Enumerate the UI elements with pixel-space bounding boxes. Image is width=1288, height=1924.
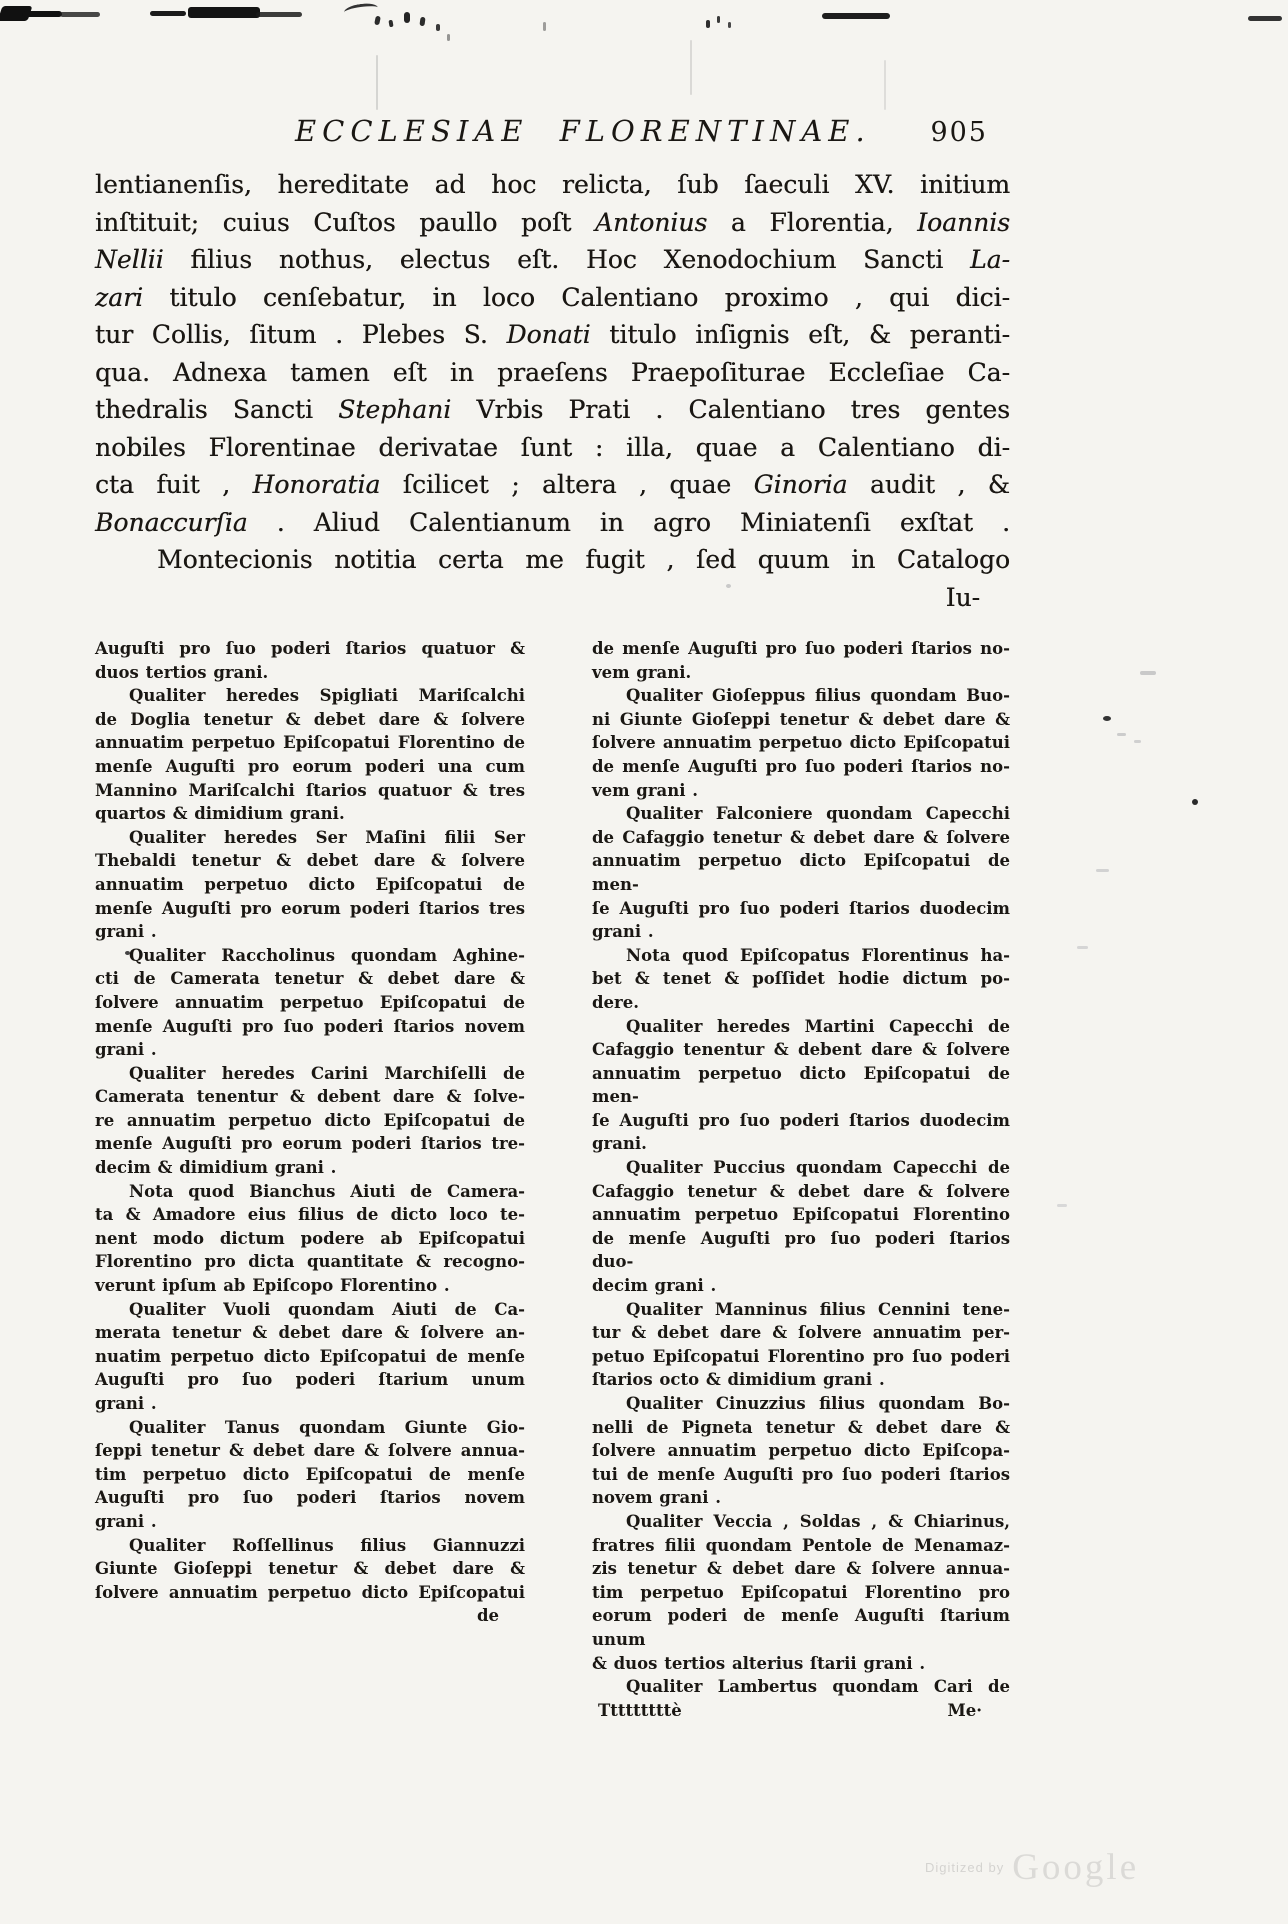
column-line: Qualiter Vuoli quondam Aiuti de Ca- <box>129 1299 525 1319</box>
column-line: de menſe Auguſti pro ſuo poderi ſtarios no- <box>592 756 1010 776</box>
scan-artifact <box>1134 740 1141 743</box>
scan-artifact <box>419 17 425 27</box>
intro-line: lentianenſis, hereditate ad hoc relicta, ſub ſaeculi XV. initium <box>95 170 1010 199</box>
intro-lines <box>95 166 1010 579</box>
column-line: novem grani . <box>592 1488 721 1508</box>
column-line: decim grani . <box>592 1276 717 1296</box>
scan-artifact <box>1192 799 1198 805</box>
column-line: Qualiter Manninus filius Cennini tene- <box>626 1299 1010 1319</box>
column-line: Qualiter Cinuzzius filius quondam Bo- <box>626 1394 1010 1413</box>
column-line: Nota quod Bianchus Aiuti de Camera- <box>129 1181 525 1201</box>
column-line: duos tertios grani. <box>95 662 269 682</box>
catchword: de <box>476 1606 499 1626</box>
column-line: de menſe Auguſti pro ſuo poderi ſtarios no- <box>592 639 1010 658</box>
column-line: ſeppi tenetur & debet dare & ſolvere annua- <box>95 1441 525 1461</box>
intro-line: Nellii filius nothus, electus eſt. Hoc Xenodochium Sancti La- <box>95 245 1010 274</box>
scan-artifact <box>1077 946 1088 949</box>
column-line: fratres filii quondam Pentole de Menamaz- <box>592 1535 1010 1555</box>
scan-artifact <box>1096 869 1109 872</box>
column-line: grani . <box>95 1511 157 1531</box>
scan-artifact <box>404 12 410 23</box>
column-line: Qualiter Tanus quondam Giunte Gio- <box>129 1417 525 1437</box>
column-line: ſolvere annuatim perpetuo dicto Epiſcopatui <box>592 733 1010 753</box>
column-line: bet & tenet & poſſidet hodie dictum po- <box>592 969 1010 989</box>
column-line: cti de Camerata tenetur & debet dare & <box>95 969 525 989</box>
column-line: Qualiter Gioſeppus filius quondam Buo- <box>626 686 1010 706</box>
column-line: annuatim perpetuo dicto Epiſcopatui de <box>95 874 525 894</box>
google-logo-text: Google <box>1012 1847 1140 1888</box>
scan-artifact <box>60 12 100 17</box>
scan-artifact <box>884 60 886 110</box>
column-line: Qualiter heredes Carini Marchiſelli de <box>129 1063 525 1083</box>
column-line: Qualiter Lambertus quondam Cari de <box>626 1677 1010 1697</box>
left-column <box>95 637 525 1722</box>
column-line: tim perpetuo Epiſcopatui Florentino pro <box>592 1582 1010 1602</box>
column-line: & duos tertios alterius ſtarii grani . <box>592 1653 926 1673</box>
column-line: ſe Auguſti pro ſuo poderi ſtarios duodecim <box>592 898 1010 918</box>
press-figure: Tttttttttè <box>598 1700 682 1720</box>
column-line: menſe Auguſti pro ſuo poderi ſtarios novem <box>95 1016 525 1036</box>
scan-artifact <box>22 11 62 17</box>
column-line: Qualiter heredes Martini Capecchi de <box>626 1016 1010 1036</box>
right-column-lines <box>592 637 1010 1699</box>
page-number: 905 <box>930 117 988 148</box>
scan-artifact <box>822 13 890 19</box>
intro-line: zari titulo cenſebatur, in loco Calentiano proximo , qui dici- <box>95 282 1010 312</box>
scan-artifact <box>343 2 378 19</box>
column-line: decim & dimidium grani . <box>95 1158 337 1178</box>
column-line: nent modo dictum podere ab Epiſcopatui <box>95 1228 525 1248</box>
intro-line: tur Collis, ſitum . Plebes S. Donati titulo inſignis eſt, & peranti- <box>95 320 1010 349</box>
scan-artifact <box>1057 1204 1067 1207</box>
column-line: menſe Auguſti pro eorum poderi ſtarios tre- <box>95 1134 525 1154</box>
running-head <box>95 114 1010 148</box>
column-line: Qualiter Roſſellinus filius Giannuzzi <box>129 1535 525 1555</box>
column-line: Qualiter Raccholinus quondam Aghine- <box>129 945 525 965</box>
column-line: menſe Auguſti pro eorum poderi una cum <box>95 756 525 776</box>
digitized-by-text: Digitized by <box>925 1860 1005 1875</box>
scan-artifact <box>436 24 440 31</box>
column-line: ſolvere annuatim perpetuo dicto Epiſcopa- <box>592 1441 1010 1461</box>
column-line: Florentino pro dicta quantitate & recogno- <box>95 1252 525 1272</box>
column-line: nuatim perpetuo dicto Epiſcopatui de menſe <box>95 1346 525 1366</box>
scan-artifact <box>690 40 692 95</box>
catchword: Iu- <box>945 582 980 612</box>
intro-line: qua. Adnexa tamen eſt in praeſens Praepoſiturae Eccleſiae Ca- <box>95 357 1010 387</box>
column-line: Qualiter heredes Ser Maſini filii Ser <box>129 827 525 847</box>
column-line: ſtarios octo & dimidium grani . <box>592 1370 885 1390</box>
intro-line: thedralis Sancti Stephani Vrbis Prati . Calentiano tres gentes <box>95 395 1010 424</box>
scan-artifact <box>256 12 302 17</box>
column-line: annuatim perpetuo Epiſcopatui Florentino <box>592 1205 1010 1225</box>
scan-artifact <box>1248 16 1282 21</box>
column-line: de Cafaggio tenetur & debet dare & ſolvere <box>592 827 1010 847</box>
column-line: ſolvere annuatim perpetuo dicto Epiſcopatui <box>95 1582 525 1602</box>
column-line: ſolvere annuatim perpetuo Epiſcopatui de <box>95 992 525 1012</box>
column-line: grani. <box>592 1134 647 1154</box>
column-line: grani . <box>95 1394 157 1413</box>
column-line: eorum poderi de menſe Auguſti ſtarium unum <box>592 1606 1010 1649</box>
column-line: Camerata tenentur & debent dare & ſolve- <box>95 1087 525 1107</box>
column-line: tur & debet dare & ſolvere annuatim per- <box>592 1323 1010 1343</box>
scan-artifact <box>1103 716 1111 721</box>
intro-paragraph <box>95 166 1010 616</box>
column-line: Cafaggio tenetur & debet dare & ſolvere <box>592 1181 1010 1201</box>
column-line: Nota quod Epiſcopatus Florentinus ha- <box>626 945 1010 965</box>
column-line: petuo Epiſcopatui Florentino pro ſuo poderi <box>592 1346 1010 1366</box>
intro-catchword-row <box>95 579 1010 617</box>
scan-artifact <box>728 22 731 28</box>
column-line: grani . <box>95 922 157 942</box>
column-line: Qualiter Veccia , Soldas , & Chiarinus, <box>626 1511 1010 1531</box>
intro-line: cta fuit , Honoratia ſcilicet ; altera , quae Ginoria audit , & <box>95 470 1010 499</box>
column-line: Auguſti pro ſuo poderi ſtarios novem <box>95 1488 525 1508</box>
column-line: annuatim perpetuo Epiſcopatui Florentino de <box>95 733 525 753</box>
column-line: Qualiter heredes Spigliati Mariſcalchi <box>129 686 525 706</box>
column-line: ni Giunte Gioſeppi tenetur & debet dare & <box>592 709 1010 729</box>
scan-artifact <box>1140 671 1156 675</box>
watermark <box>925 1846 1139 1889</box>
column-line: grani . <box>95 1040 157 1060</box>
scan-artifact <box>374 16 381 26</box>
column-line: quartos & dimidium grani. <box>95 804 345 824</box>
column-line: tim perpetuo dicto Epiſcopatui de menſe <box>95 1464 525 1484</box>
column-line: Qualiter Falconiere quondam Capecchi <box>626 804 1010 824</box>
intro-line: inſtituit; cuius Cuſtos paullo poſt Antonius a Florentia, Ioannis <box>95 207 1010 237</box>
scan-artifact <box>188 7 260 18</box>
column-line: Auguſti pro ſuo poderi ſtarium unum <box>95 1370 525 1390</box>
column-line: verunt ipſum ab Epiſcopo Florentino . <box>95 1276 450 1296</box>
running-title: ECCLESIAE FLORENTINAE. <box>295 114 871 148</box>
left-catchword-row <box>95 1604 525 1628</box>
register-columns <box>95 637 1010 1722</box>
column-line: vem grani . <box>592 780 698 800</box>
catchword: Me· <box>947 1700 982 1720</box>
column-line: Thebaldi tenetur & debet dare & ſolvere <box>95 851 525 871</box>
scan-artifact <box>376 55 378 110</box>
column-line: zis tenetur & debet dare & ſolvere annua- <box>592 1559 1010 1579</box>
scan-artifact <box>388 20 393 28</box>
intro-line: Bonaccurſia . Aliud Calentianum in agro Miniatenſi exſtat . <box>95 507 1010 537</box>
intro-line: nobiles Florentinae derivatae ſunt : illa, quae a Calentiano di- <box>95 432 1010 462</box>
column-line: menſe Auguſti pro eorum poderi ſtarios tres <box>95 898 525 918</box>
column-line: Auguſti pro ſuo poderi ſtarios quatuor & <box>95 639 525 658</box>
column-line: ta & Amadore eius filius de dicto loco te- <box>95 1205 525 1225</box>
column-line: tui de menſe Auguſti pro ſuo poderi ſtarios <box>592 1464 1010 1484</box>
column-line: grani . <box>592 922 654 942</box>
column-line: vem grani. <box>592 662 692 682</box>
scan-artifact <box>717 16 720 23</box>
column-line: annuatim perpetuo dicto Epiſcopatui de men- <box>592 851 1010 894</box>
scan-artifact <box>447 34 450 41</box>
column-line: ſe Auguſti pro ſuo poderi ſtarios duodecim <box>592 1110 1010 1130</box>
right-column <box>592 637 1010 1722</box>
signature-row <box>592 1699 1010 1723</box>
column-line: Giunte Gioſeppi tenetur & debet dare & <box>95 1559 525 1579</box>
column-line: annuatim perpetuo dicto Epiſcopatui de men- <box>592 1063 1010 1107</box>
column-line: Cafaggio tenentur & debent dare & ſolvere <box>592 1040 1010 1060</box>
column-line: Qualiter Puccius quondam Capecchi de <box>626 1158 1010 1178</box>
intro-line: Montecionis notitia certa me fugit , ſed quum in Catalogo <box>157 545 1010 574</box>
column-line: dere. <box>592 992 639 1012</box>
column-line: re annuatim perpetuo dicto Epiſcopatui de <box>95 1110 525 1130</box>
scan-artifact <box>150 11 186 16</box>
scan-artifact <box>543 22 546 31</box>
column-line: nelli de Pigneta tenetur & debet dare & <box>592 1417 1010 1437</box>
left-column-lines <box>95 637 525 1604</box>
column-line: de Doglia tenetur & debet dare & ſolvere <box>95 709 525 729</box>
column-line: de menſe Auguſti pro ſuo poderi ſtarios duo- <box>592 1228 1010 1272</box>
scan-artifact <box>1117 733 1126 736</box>
column-line: Mannino Mariſcalchi ſtarios quatuor & tres <box>95 780 525 800</box>
scan-artifact <box>706 20 710 28</box>
column-line: merata tenetur & debet dare & ſolvere an- <box>95 1323 525 1343</box>
